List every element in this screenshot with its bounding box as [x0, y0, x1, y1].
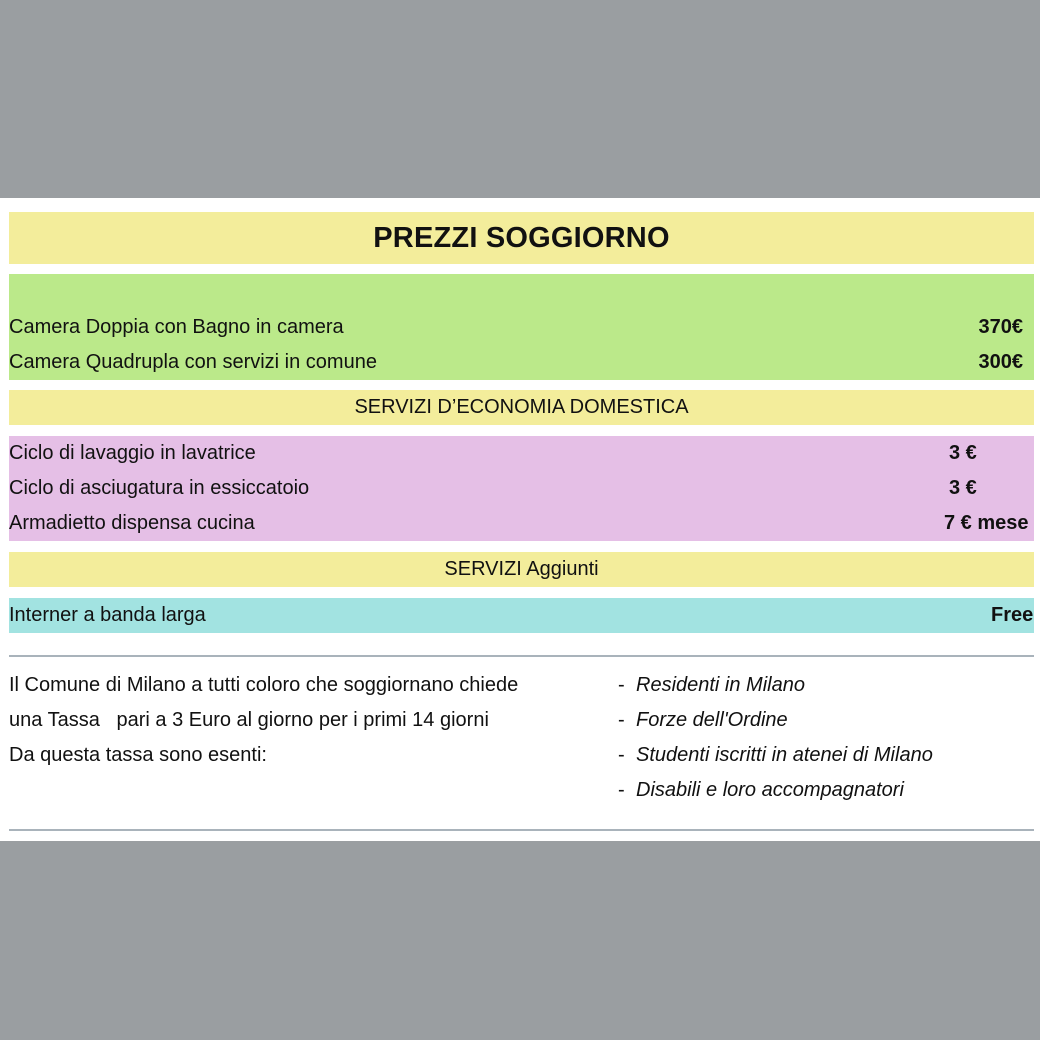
list-item [9, 436, 1034, 471]
extra-header: SERVIZI Aggiunti [9, 552, 1034, 587]
tax-note [9, 668, 589, 773]
bullet-dash: - [618, 674, 625, 696]
room-label: Camera Doppia con Bagno in camera [9, 316, 344, 338]
service-price: Free [991, 604, 1034, 626]
domestic-section [9, 436, 1034, 541]
bullet-dash: - [618, 709, 625, 731]
rooms-section [9, 274, 1034, 380]
exempt-list [618, 668, 1028, 808]
list-item [618, 703, 1028, 738]
service-price: 7 € mese [944, 512, 1029, 534]
list-item [618, 738, 1028, 773]
service-price: 3 € [949, 442, 977, 464]
extra-section [9, 598, 1034, 633]
service-price: 3 € [949, 477, 977, 499]
list-item [9, 598, 1034, 633]
service-label: Interner a banda larga [9, 604, 206, 626]
domestic-header: SERVIZI D’ECONOMIA DOMESTICA [9, 390, 1034, 425]
tax-note-line: Il Comune di Milano a tutti coloro che soggiornano chiede [9, 674, 519, 696]
exempt-item: Studenti iscritti in atenei di Milano [636, 744, 933, 766]
exempt-item: Forze dell'Ordine [636, 709, 788, 731]
service-label: Armadietto dispensa cucina [9, 512, 255, 534]
exempt-item: Residenti in Milano [636, 674, 805, 696]
bullet-dash: - [618, 779, 625, 801]
tax-note-line: una Tassa pari a 3 Euro al giorno per i primi 14 giorni [9, 709, 489, 731]
room-label: Camera Quadrupla con servizi in comune [9, 351, 377, 373]
page-title: PREZZI SOGGIORNO [9, 212, 1034, 264]
service-label: Ciclo di asciugatura in essiccatoio [9, 477, 310, 499]
room-price: 370€ [978, 316, 1023, 338]
list-item [618, 668, 1028, 703]
exempt-item: Disabili e loro accompagnatori [636, 779, 904, 801]
price-sheet [0, 198, 1040, 841]
bullet-dash: - [618, 744, 625, 766]
divider [9, 655, 1034, 657]
room-price: 300€ [978, 351, 1023, 373]
list-item [9, 310, 1034, 345]
list-item [9, 471, 1034, 506]
list-item [9, 506, 1034, 541]
tax-note-line: Da questa tassa sono esenti: [9, 744, 267, 766]
list-item [9, 345, 1034, 380]
divider [9, 829, 1034, 831]
list-item [618, 773, 1028, 808]
service-label: Ciclo di lavaggio in lavatrice [9, 442, 256, 464]
